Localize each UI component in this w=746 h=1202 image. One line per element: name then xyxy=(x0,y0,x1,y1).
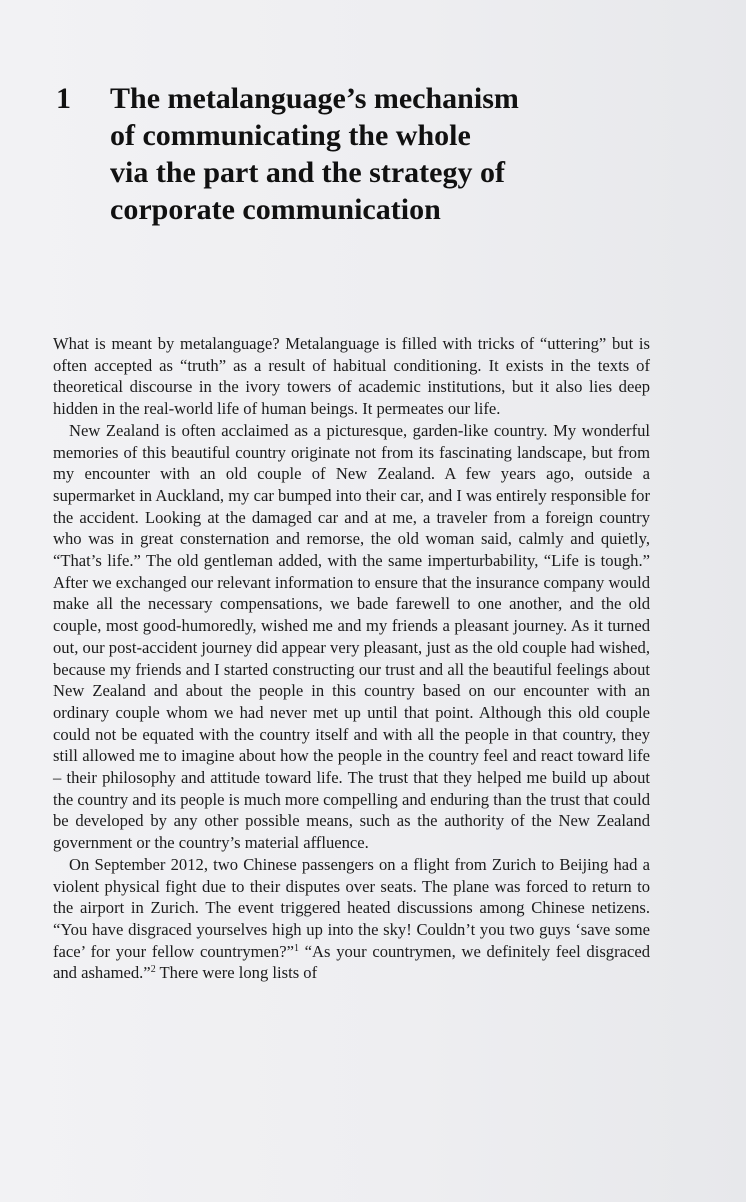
paragraph-3-text-end: There were long lists of xyxy=(155,963,318,983)
paragraph-3-text: On September 2012, two Chinese passengers on a flight from Zurich to Beijing had a violent physical fight due to their disputes over seats. The plane was forced to return to the airport in Zurich. The event triggered heated discussions among Chinese netizens. “You have disgraced yourselves high up into the sky! Couldn’t you two guys ‘save some face’ for your fellow countrymen?” xyxy=(53,854,650,961)
paragraph-2: New Zealand is often acclaimed as a picturesque, garden-like country. My wonderful memories of this beautiful country originate not from its fascinating landscape, but from my encounter with an old couple of New Zealand. A few years ago, outside a supermarket in Auckland, my car bumped into their car, and I was entirely responsible for the accident. Looking at the damaged car and at me, a traveler from a foreign country who was in great consternation and remorse, the old woman said, calmly and quietly, “That’s life.” The old gentleman added, with the same imperturbability, “Life is tough.” After we exchanged our relevant information to ensure that the insurance company would make all the necessary compensations, we bade farewell to one another, and the old couple, most good-humoredly, wished me and my friends a pleasant journey. As it turned out, our post-accident journey did appear very pleasant, just as the old couple had wished, because my friends and I started constructing our trust and all the beautiful feelings about New Zealand and about the people in this country based on our encounter with an ordinary couple whom we had never met up until that point. Although this old couple could not be equated with the country itself and with all the people in that country, they still allowed me to imagine about how the people in the country feel and react toward life – their philosophy and attitude toward life. The trust that they helped me build up about the country and its people is much more compelling and enduring than the trust that could be developed by any other possible means, such as the authority of the New Zealand government or the country’s material affluence. xyxy=(53,420,650,853)
footnote-ref-1: 1 xyxy=(293,942,299,954)
chapter-number: 1 xyxy=(56,82,71,115)
footnote-ref-2: 2 xyxy=(150,964,156,976)
chapter-heading xyxy=(56,80,656,228)
chapter-title: The metalanguage’s mechanism of communicating the whole via the part and the strategy of corporate communication xyxy=(110,82,519,226)
paragraph-3 xyxy=(53,854,650,984)
paragraph-1: What is meant by metalanguage? Metalanguage is filled with tricks of “uttering” but is often accepted as “truth” as a result of habitual conditioning. It exists in the texts of theoretical discourse in the ivory towers of academic institutions, but it also lies deep hidden in the real-world life of human beings. It permeates our life. xyxy=(53,334,650,419)
body-text xyxy=(53,333,650,984)
paragraph-3-text-continued: “As your countrymen, we definitely feel disgraced and ashamed.” xyxy=(53,941,651,983)
